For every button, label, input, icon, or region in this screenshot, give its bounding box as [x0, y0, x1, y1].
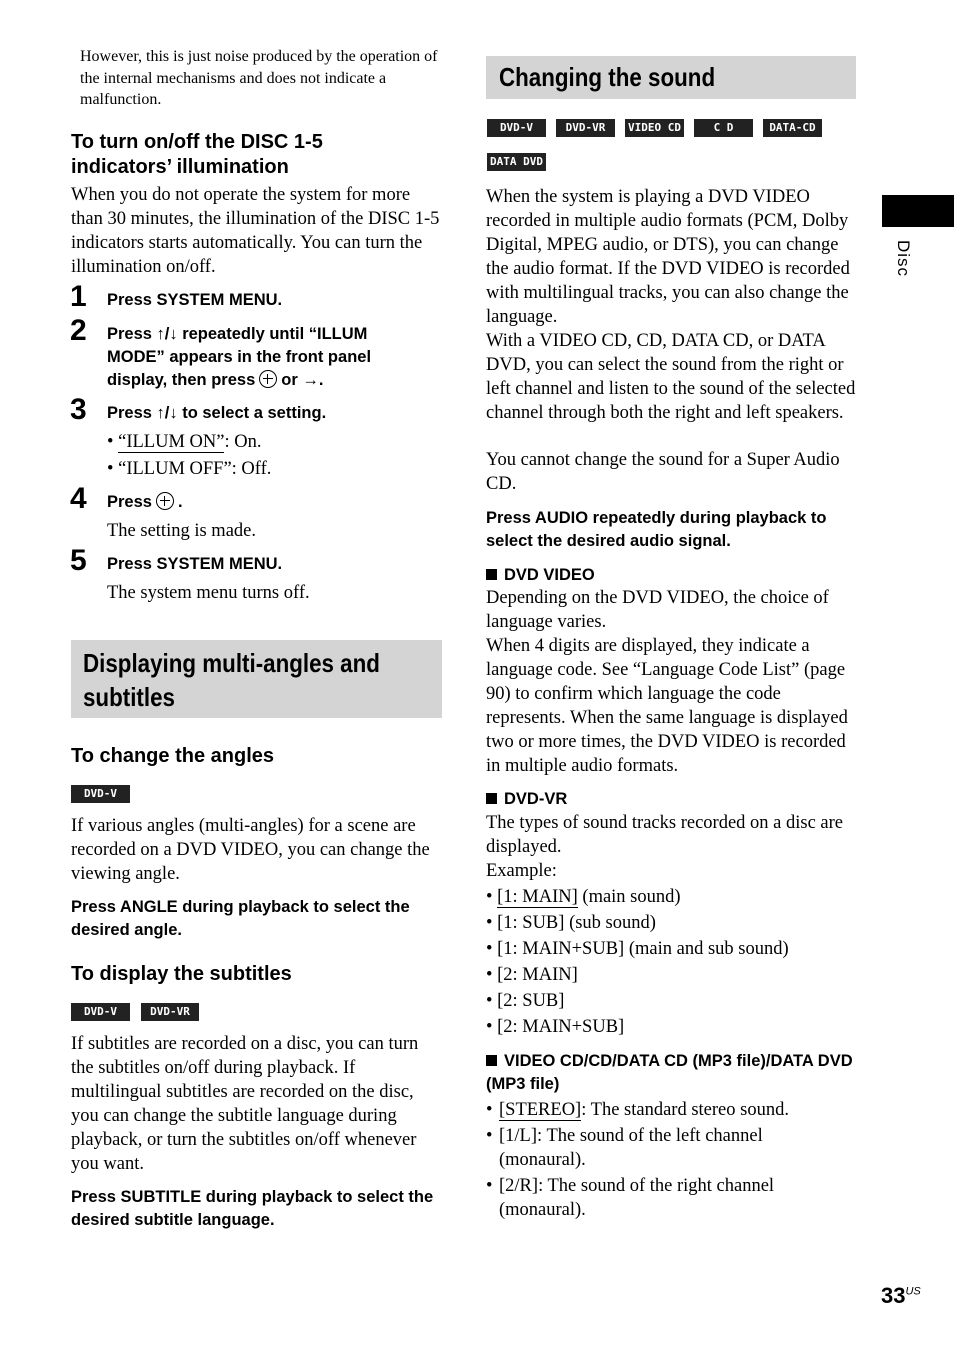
dvd-vr-para: The types of sound tracks recorded on a disc are displayed.	[486, 813, 844, 857]
step-2-text-b: or →.	[281, 371, 324, 389]
list-item: • [1: MAIN] (main sound)	[486, 887, 681, 907]
list-item: • [2/R]: The sound of the right channel (monaural).	[486, 1176, 775, 1220]
step-5-number: 5	[70, 544, 87, 577]
subtitles-body: If subtitles are recorded on a disc, you can turn the subtitles on/off during playback. If multilingual subtitles are recorded on the disc, you can change the subtitle language during playback, or turn the subtitles on/off whenever you want.	[71, 1034, 419, 1174]
list-item: • [1: MAIN+SUB] (main and sub sound)	[486, 939, 789, 959]
square-bullet-icon	[486, 1055, 497, 1066]
angles-instruction: Press ANGLE during playback to select the desired angle.	[71, 898, 410, 939]
dvd-vr-list	[486, 885, 856, 1039]
step-2-text-a: Press ↑/↓ repeatedly until “ILLUM MODE” appears in the front panel display, then press	[107, 325, 372, 389]
enter-button-icon	[259, 370, 277, 388]
dvd-vr-badge: DVD-VR	[141, 1003, 199, 1021]
sound-para-1: When the system is playing a DVD VIDEO recorded in multiple audio formats (PCM, Dolby Digital, MPEG audio, or DTS), you can change the audio format. If the DVD VIDEO is recorded with multilingual tracks, you can also change the language.	[486, 187, 850, 327]
cd-badge: C D	[694, 119, 753, 137]
dvd-video-para-1: Depending on the DVD VIDEO, the choice of language varies.	[486, 588, 829, 632]
section-title: Changing the sound	[499, 62, 716, 92]
list-item: • [2: MAIN+SUB]	[486, 1017, 625, 1037]
audio-instruction: Press AUDIO repeatedly during playback to select the desired audio signal.	[486, 509, 827, 550]
step-3-number: 3	[70, 393, 87, 426]
intro-note: However, this is just noise produced by the operation of the internal mechanisms and does not indicate a malfunction.	[80, 48, 438, 108]
subtitles-heading: To display the subtitles	[71, 963, 292, 985]
disc-indicators-body: When you do not operate the system for more than 30 minutes, the illumination of the DISC 1-5 indicators starts automatically. You can turn the illumination on/off.	[71, 185, 440, 277]
angles-body: If various angles (multi-angles) for a scene are recorded on a DVD VIDEO, you can change the viewing angle.	[71, 816, 430, 884]
list-item: • [1/L]: The sound of the left channel (monaural).	[486, 1126, 763, 1170]
disc-indicators-heading: To turn on/off the DISC 1-5 indicators’ illumination	[71, 131, 323, 178]
list-item: • [2: MAIN]	[486, 965, 578, 985]
step-4-text: Press .	[107, 493, 183, 511]
vcd-list	[486, 1098, 816, 1222]
dvd-vr-badge: DVD-VR	[556, 119, 615, 137]
step-5-text: Press SYSTEM MENU.	[107, 555, 283, 573]
vcd-heading: VIDEO CD/CD/DATA CD (MP3 file)/DATA DVD (MP3 file)	[486, 1052, 853, 1093]
subtitles-instruction: Press SUBTITLE during playback to select the desired subtitle language.	[71, 1188, 434, 1229]
enter-button-icon	[156, 492, 174, 510]
dvd-v-badge: DVD-V	[487, 119, 546, 137]
step-3-text: Press ↑/↓ to select a setting.	[107, 404, 327, 422]
sound-para-2: With a VIDEO CD, CD, DATA CD, or DATA DVD, you can select the sound from the right or left channel and listen to the sound of the selected channel through both the right and left speakers.	[486, 331, 856, 423]
side-tab-block	[882, 195, 954, 227]
video-cd-badge: VIDEO CD	[625, 119, 684, 137]
dvd-video-heading: DVD VIDEO	[486, 564, 595, 587]
step-2-text	[107, 323, 427, 392]
angles-heading: To change the angles	[71, 745, 274, 767]
step-4-number: 4	[70, 482, 87, 515]
dvd-v-badge: DVD-V	[71, 785, 130, 803]
option-code: “ILLUM OFF”	[118, 459, 232, 479]
section-band-multi-angles	[71, 640, 442, 718]
list-item: • “ILLUM ON”: On.	[107, 432, 262, 452]
example-label: Example:	[486, 861, 557, 881]
page-suffix: US	[905, 1285, 921, 1298]
list-item: • [STEREO]: The standard stereo sound.	[486, 1100, 789, 1120]
step-1-number: 1	[70, 280, 87, 313]
dvd-vr-heading: DVD-VR	[486, 788, 567, 811]
dvd-video-para-2: When 4 digits are displayed, they indicate a language code. See “Language Code List” (page 90) to confirm which language the code represents. When the same language is displayed two or more times, the DVD VIDEO is recorded in multiple audio formats.	[486, 636, 848, 776]
step-1-text: Press SYSTEM MENU.	[107, 291, 283, 309]
illum-options-list	[107, 430, 427, 481]
list-item: • [1: SUB] (sub sound)	[486, 913, 656, 933]
step-2-number: 2	[70, 314, 87, 347]
square-bullet-icon	[486, 569, 497, 580]
step-4-note: The setting is made.	[107, 521, 256, 541]
section-title: Displaying multi-angles and subtitles	[83, 648, 380, 712]
option-code: “ILLUM ON”	[118, 432, 225, 452]
data-dvd-badge: DATA DVD	[487, 153, 546, 171]
sound-para-3: You cannot change the sound for a Super Audio CD.	[486, 450, 840, 494]
page-number: $33^{US}$	[881, 1283, 921, 1308]
list-item: • [2: SUB]	[486, 991, 565, 1011]
dvd-v-badge: DVD-V	[71, 1003, 130, 1021]
side-tab-label: Disc	[894, 240, 913, 278]
section-band-changing-sound	[486, 56, 856, 99]
step-5-note: The system menu turns off.	[107, 583, 310, 603]
data-cd-badge: DATA-CD	[763, 119, 822, 137]
list-item: • “ILLUM OFF”: Off.	[107, 459, 272, 479]
square-bullet-icon	[486, 793, 497, 804]
